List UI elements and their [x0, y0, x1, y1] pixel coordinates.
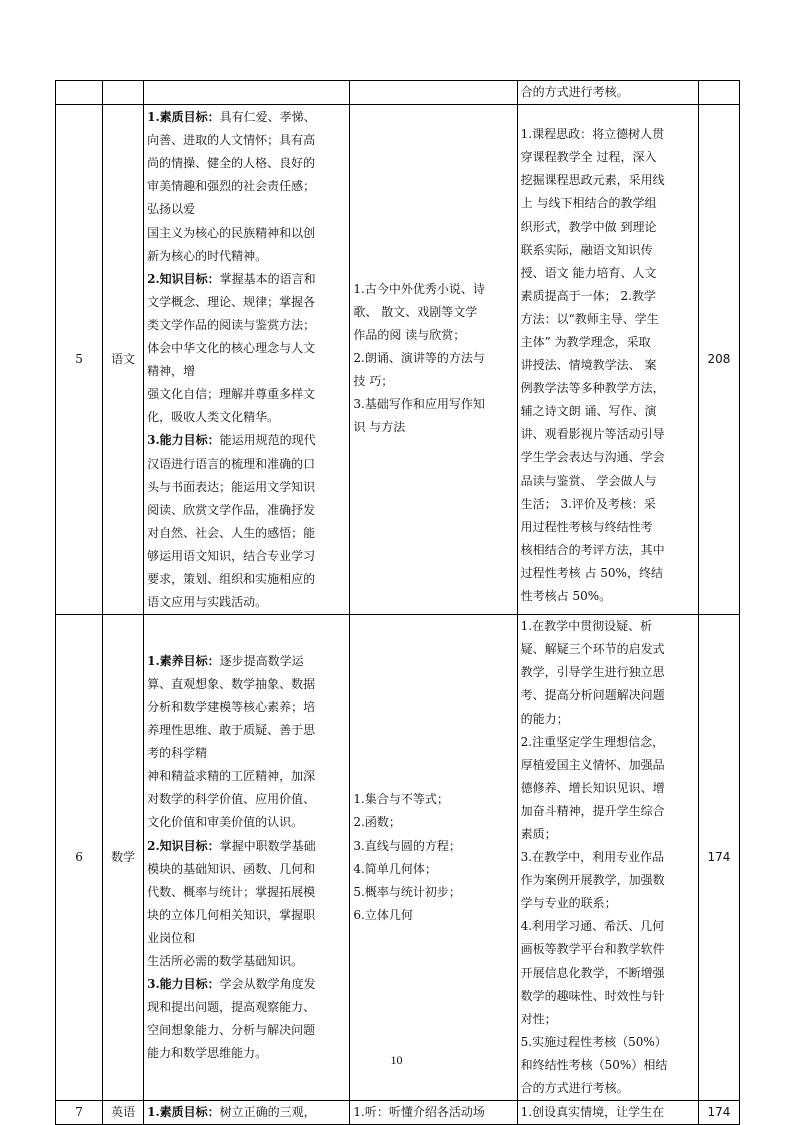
goal-line: 3.能力目标：学会从数学角度发 — [147, 977, 316, 992]
goal-line: 2.知识目标：掌握基本的语言和 — [147, 271, 316, 286]
content-line: 2.函数； — [353, 815, 401, 830]
requirement-line: 方法：以“教师主导、学生 — [520, 311, 659, 326]
requirement-line: 疑、解疑三个环节的启发式 — [520, 642, 665, 657]
goal-line: 代数、概率与统计；掌握拓展模 — [147, 884, 316, 899]
course-goals — [144, 615, 350, 1101]
requirement-line: 性考核占 50%。 — [520, 589, 612, 604]
row-number: 5 — [56, 105, 103, 615]
course-goals — [144, 1101, 350, 1125]
requirement-line: 讲授法、情境教学法、 案 — [520, 358, 657, 373]
teaching-requirements — [517, 615, 698, 1101]
requirement-line: 辅之诗文朗 诵、写作、演 — [520, 404, 657, 419]
content-line: 歌、 散文、戏剧等文学 — [353, 304, 478, 319]
goal-line: 生活所必需的数学基础知识。 — [147, 954, 304, 969]
goal-line: 弘扬以爱 — [147, 202, 196, 217]
goal-line: 养理性思维、敢于质疑、善于思 — [147, 723, 316, 738]
content-line: 6.立体几何 — [353, 907, 413, 922]
course-name — [103, 81, 144, 105]
course-content — [350, 105, 517, 615]
requirement-line: 学生学会表达与沟通、学会 — [520, 450, 665, 465]
goal-line: 现和提出问题，提高观察能力、 — [147, 1000, 316, 1015]
content-line: 3.直线与圆的方程； — [353, 838, 461, 853]
goal-line: 1.素质目标：具有仁爱、孝悌、 — [147, 110, 316, 125]
goal-line: 新为核心的时代精神。 — [147, 248, 268, 263]
course-name: 英语 — [103, 1101, 144, 1125]
requirement-line: 合的方式进行考核。 — [520, 85, 629, 99]
content-line: 1.古今中外优秀小说、诗 — [353, 281, 485, 296]
content-line: 1.听：听懂介绍各活动场 — [353, 1105, 485, 1120]
goal-line: 强文化自信；理解并尊重多样文 — [147, 387, 316, 402]
course-name: 语文 — [103, 105, 144, 615]
goal-line: 要求，策划、组织和实施相应的 — [147, 571, 316, 586]
requirement-line: 教学，引导学生进行独立思 — [520, 665, 665, 680]
content-line: 4.简单几何体； — [353, 861, 437, 876]
requirement-line: 作为案例开展教学，加强数 — [520, 873, 665, 888]
teaching-requirements — [517, 105, 698, 615]
requirement-line: 考、提高分析问题解决问题 — [520, 688, 665, 703]
teaching-requirements — [517, 1101, 698, 1125]
requirement-line: 1.课程思政：将立德树人贯 — [520, 127, 665, 142]
requirement-line: 画板等教学平台和教学软件 — [520, 942, 665, 957]
goal-line: 神和精益求精的工匠精神，加深 — [147, 769, 316, 784]
goal-line: 文化价值和审美价值的认识。 — [147, 815, 304, 830]
table-row — [56, 105, 740, 615]
requirement-line: 1.在教学中贯彻设疑、析 — [520, 619, 653, 634]
table-row — [56, 615, 740, 1101]
requirement-line: 用过程性考核与终结性考 — [520, 519, 653, 534]
requirement-line: 讲、观看影视片等活动引导 — [520, 427, 665, 442]
requirement-line: 上 与线下相结合的教学组 — [520, 196, 657, 211]
requirement-line: 生活； 3.评价及考核：采 — [520, 496, 656, 511]
table-row — [56, 81, 740, 105]
goal-line: 能力和数学思维能力。 — [147, 1046, 268, 1061]
goal-line: 算、直观想象、数学抽象、数据 — [147, 676, 316, 691]
requirement-line: 主体” 为教学理念，采取 — [520, 334, 651, 349]
goal-line: 语文应用与实践活动。 — [147, 595, 268, 610]
requirement-line: 1.创设真实情境，让学生在 — [520, 1105, 665, 1120]
goal-line: 向善、进取的人文情怀；具有高 — [147, 133, 316, 148]
requirement-line: 的能力； — [520, 711, 569, 726]
requirement-line: 5.实施过程性考核（50%） — [520, 1034, 667, 1049]
goal-line: 块的立体几何相关知识，掌握职 — [147, 907, 316, 922]
content-line: 技 巧； — [353, 374, 394, 389]
row-number: 7 — [56, 1101, 103, 1125]
goal-line: 阅读、欣赏文学作品，准确抒发 — [147, 502, 316, 517]
goal-line: 分析和数学建模等核心素养；培 — [147, 699, 316, 714]
requirement-line: 合的方式进行考核。 — [520, 1081, 629, 1096]
requirement-line: 挖掘课程思政元素，采用线 — [520, 173, 665, 188]
requirement-line: 过程性考核 占 50%，终结 — [520, 565, 663, 580]
course-hours: 174 — [698, 1101, 739, 1125]
row-number — [56, 81, 103, 105]
course-goals — [144, 105, 350, 615]
requirement-line: 厚植爱国主义情怀、加强品 — [520, 757, 665, 772]
course-goals — [144, 81, 350, 105]
page-number: 10 — [390, 1053, 403, 1067]
goal-line: 3.能力目标：能运用规范的现代 — [147, 433, 316, 448]
content-line: 1.集合与不等式； — [353, 792, 449, 807]
requirement-line: 开展信息化教学，不断增强 — [520, 965, 665, 980]
goal-line: 对自然、社会、人生的感悟；能 — [147, 525, 316, 540]
teaching-requirements — [517, 81, 698, 105]
goal-line: 对数学的科学价值、应用价值、 — [147, 792, 316, 807]
content-line: 3.基础写作和应用写作知 — [353, 397, 485, 412]
goal-line: 国主义为核心的民族精神和以创 — [147, 225, 316, 240]
course-content — [350, 81, 517, 105]
goal-line: 2.知识目标：掌握中职数学基础 — [147, 838, 316, 853]
goal-line: 类文学作品的阅读与鉴赏方法； — [147, 317, 316, 332]
content-line: 5.概率与统计初步； — [353, 884, 461, 899]
content-line: 2.朗诵、演讲等的方法与 — [353, 351, 485, 366]
requirement-line: 联系实际，融语文知识传 — [520, 242, 653, 257]
requirement-line: 和终结性考核（50%）相结 — [520, 1057, 668, 1072]
course-table — [55, 80, 740, 1125]
goal-line: 1.素养目标：逐步提高数学运 — [147, 653, 304, 668]
goal-line: 空间想象能力、分析与解决问题 — [147, 1023, 316, 1038]
goal-line: 汉语进行语言的梳理和准确的口 — [147, 456, 316, 471]
goal-line: 够运用语文知识，结合专业学习 — [147, 548, 316, 563]
course-hours: 174 — [698, 615, 739, 1101]
requirement-line: 4.利用学习通、希沃、几何 — [520, 919, 665, 934]
course-name: 数学 — [103, 615, 144, 1101]
requirement-line: 2.注重坚定学生理想信念， — [520, 734, 665, 749]
requirement-line: 加奋斗精神，提升学生综合 — [520, 803, 665, 818]
requirement-line: 学与专业的联系； — [520, 896, 617, 911]
requirement-line: 例教学法等多种教学方法， — [520, 381, 665, 396]
requirement-line: 3.在教学中，利用专业作品 — [520, 850, 665, 865]
goal-line: 尚的情操、健全的人格、良好的 — [147, 156, 316, 171]
content-line: 识 与方法 — [353, 420, 406, 435]
requirement-line: 织形式，教学中做 到理论 — [520, 219, 657, 234]
goal-line: 化，吸收人类文化精华。 — [147, 410, 280, 425]
content-line: 作品的阅 读与欣赏； — [353, 327, 466, 342]
row-number: 6 — [56, 615, 103, 1101]
goal-line: 精神，增 — [147, 364, 196, 379]
requirement-line: 数学的趣味性、时效性与针 — [520, 988, 665, 1003]
course-hours: 208 — [698, 105, 739, 615]
table-row — [56, 1101, 740, 1125]
course-content — [350, 1101, 517, 1125]
goal-line: 1.素质目标：树立正确的三观， — [147, 1105, 316, 1120]
requirement-line: 授、语文 能力培育、人文 — [520, 265, 657, 280]
course-content — [350, 615, 517, 1101]
requirement-line: 德修养、增长知识见识、增 — [520, 780, 665, 795]
requirement-line: 素质； — [520, 827, 557, 841]
goal-line: 体会中华文化的核心理念与人文 — [147, 341, 316, 356]
requirement-line: 素质提高于一体； 2.教学 — [520, 288, 656, 303]
goal-line: 考的科学精 — [147, 746, 208, 761]
goal-line: 业岗位和 — [147, 930, 196, 945]
course-hours — [698, 81, 739, 105]
goal-line: 文学概念、理论、规律；掌握各 — [147, 294, 316, 309]
goal-line: 头与书面表达；能运用文学知识 — [147, 479, 316, 494]
requirement-line: 穿课程教学全 过程，深入 — [520, 150, 657, 165]
requirement-line: 对性； — [520, 1011, 557, 1026]
requirement-line: 品读与鉴赏、 学会做人与 — [520, 473, 657, 488]
requirement-line: 核相结合的考评方法，其中 — [520, 542, 665, 557]
goal-line: 审美情趣和强烈的社会责任感； — [147, 179, 316, 194]
goal-line: 模块的基础知识、函数、几何和 — [147, 861, 316, 876]
